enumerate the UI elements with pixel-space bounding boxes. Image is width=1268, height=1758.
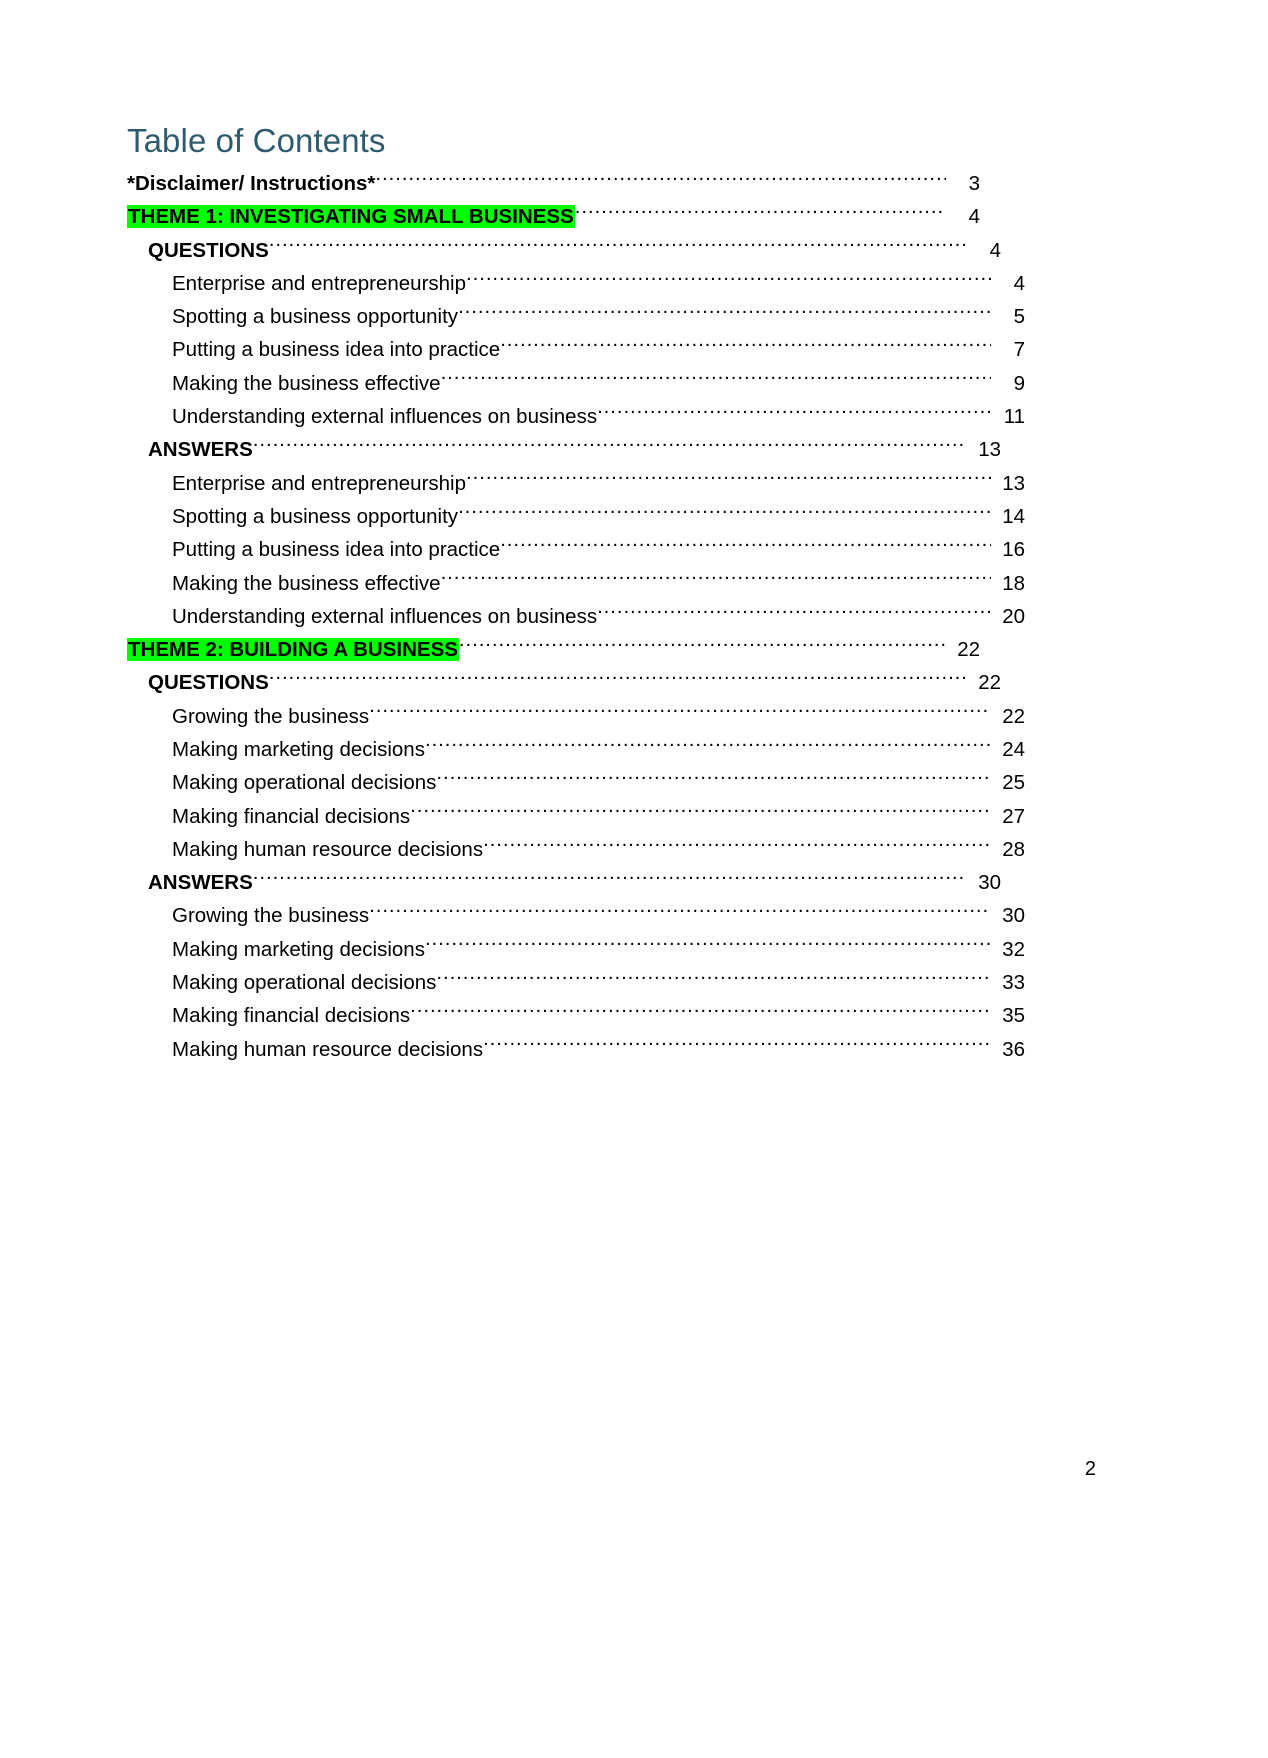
- toc-entry[interactable]: [127, 1033, 1025, 1066]
- toc-leader-dots: [466, 269, 991, 290]
- toc-entry-label: Enterprise and entrepreneurship: [172, 271, 467, 295]
- toc-entry-label: [127, 633, 459, 666]
- toc-entry-label: Making human resource decisions: [172, 837, 484, 861]
- toc-entry[interactable]: [127, 333, 1025, 366]
- toc-entry-page-number: 4: [989, 238, 1001, 262]
- toc-entry[interactable]: [127, 899, 1025, 932]
- toc-entry-label: Spotting a business opportunity: [172, 504, 459, 528]
- toc-leader-dots: [500, 536, 991, 557]
- toc-entry[interactable]: [127, 533, 1025, 566]
- toc-entry[interactable]: [127, 733, 1025, 766]
- toc-entry-page-number: 33: [1002, 971, 1025, 995]
- toc-entry[interactable]: [127, 433, 1001, 466]
- toc-leader-dots: [466, 469, 991, 490]
- toc-entry[interactable]: [127, 567, 1025, 600]
- toc-leader-dots: [253, 869, 967, 890]
- toc-entry[interactable]: [127, 866, 1001, 899]
- toc-entry-page-number: 22: [1002, 704, 1025, 728]
- toc-leader-dots: [369, 702, 991, 723]
- toc-entry[interactable]: [127, 633, 980, 666]
- toc-entry-label: [127, 200, 575, 233]
- toc-entry-label: Spotting a business opportunity: [172, 305, 459, 329]
- toc-entry-page-number: 4: [968, 205, 980, 229]
- toc-entry-page-number: 27: [1002, 804, 1025, 828]
- toc-entry-page-number: 11: [1003, 405, 1025, 429]
- toc-entry[interactable]: [127, 500, 1025, 533]
- toc-entry-page-number: 3: [968, 171, 980, 195]
- toc-entry[interactable]: [127, 966, 1025, 999]
- toc-entry-label: Making operational decisions: [172, 771, 437, 795]
- toc-entry-label: *Disclaimer/ Instructions*: [127, 171, 376, 195]
- toc-entry-label: Making the business effective: [172, 571, 441, 595]
- toc-entry-page-number: 28: [1002, 837, 1025, 861]
- toc-entry[interactable]: [127, 400, 1025, 433]
- toc-entry-label: Making financial decisions: [172, 804, 411, 828]
- toc-entry-page-number: 30: [978, 871, 1001, 895]
- toc-entry-highlight: THEME 1: INVESTIGATING SMALL BUSINESS: [128, 205, 574, 229]
- toc-entry-label: Growing the business: [172, 704, 370, 728]
- toc-entry-page-number: 25: [1002, 771, 1025, 795]
- toc-entry-label: Putting a business idea into practice: [172, 338, 501, 362]
- toc-entry-highlight: THEME 2: BUILDING A BUSINESS: [128, 638, 458, 662]
- toc-leader-dots: [441, 569, 991, 590]
- toc-entry-label: Making the business effective: [172, 371, 441, 395]
- toc-leader-dots: [458, 502, 991, 523]
- toc-entry-page-number: 7: [1013, 338, 1025, 362]
- toc-entry[interactable]: [127, 999, 1025, 1032]
- footer-page-number: 2: [1084, 1458, 1096, 1480]
- toc-leader-dots: [441, 369, 991, 390]
- toc-entry-label: Understanding external influences on business: [172, 604, 598, 628]
- toc-entry[interactable]: [127, 300, 1025, 333]
- toc-entry-page-number: 16: [1002, 538, 1025, 562]
- toc-leader-dots: [575, 203, 946, 224]
- toc-entry-list: [127, 167, 1025, 1066]
- toc-leader-dots: [436, 769, 991, 790]
- toc-leader-dots: [369, 902, 991, 923]
- toc-entry-label: Understanding external influences on business: [172, 405, 598, 429]
- toc-entry-page-number: 13: [1002, 471, 1025, 495]
- page-title: Table of Contents: [127, 122, 386, 159]
- toc-entry-label: Making human resource decisions: [172, 1037, 484, 1061]
- toc-entry-label: QUESTIONS: [148, 238, 269, 262]
- toc-leader-dots: [425, 935, 991, 956]
- toc-leader-dots: [483, 1035, 991, 1056]
- toc-leader-dots: [375, 169, 946, 190]
- toc-leader-dots: [597, 602, 991, 623]
- toc-entry-page-number: 35: [1002, 1004, 1025, 1028]
- toc-leader-dots: [483, 835, 991, 856]
- toc-entry[interactable]: [127, 600, 1025, 633]
- toc-entry[interactable]: [127, 267, 1025, 300]
- toc-leader-dots: [253, 436, 967, 457]
- toc-entry-page-number: 24: [1002, 737, 1025, 761]
- toc-entry-page-number: 22: [978, 671, 1001, 695]
- toc-entry-label: Making marketing decisions: [172, 737, 425, 761]
- toc-entry-page-number: 22: [957, 638, 980, 662]
- table-of-contents: [127, 122, 1025, 1066]
- toc-leader-dots: [269, 669, 967, 690]
- toc-leader-dots: [269, 236, 967, 257]
- toc-entry-page-number: 9: [1013, 371, 1025, 395]
- toc-entry-label: Enterprise and entrepreneurship: [172, 471, 467, 495]
- toc-entry-label: ANSWERS: [148, 438, 253, 462]
- toc-leader-dots: [436, 969, 991, 990]
- toc-entry-page-number: 13: [978, 438, 1001, 462]
- toc-leader-dots: [459, 636, 946, 657]
- toc-entry-page-number: 4: [1013, 271, 1025, 295]
- toc-entry-label: Making financial decisions: [172, 1004, 411, 1028]
- toc-entry-page-number: 18: [1002, 571, 1025, 595]
- toc-entry[interactable]: [127, 766, 1025, 799]
- toc-entry[interactable]: [127, 833, 1025, 866]
- toc-entry-label: Making operational decisions: [172, 971, 437, 995]
- toc-entry[interactable]: [127, 467, 1025, 500]
- toc-entry-label: QUESTIONS: [148, 671, 269, 695]
- toc-entry-page-number: 30: [1002, 904, 1025, 928]
- toc-entry[interactable]: [127, 167, 980, 200]
- toc-entry[interactable]: [127, 367, 1025, 400]
- toc-entry[interactable]: [127, 666, 1001, 699]
- toc-entry[interactable]: [127, 800, 1025, 833]
- toc-entry-label: Growing the business: [172, 904, 370, 928]
- toc-entry[interactable]: [127, 234, 1001, 267]
- toc-entry-label: Making marketing decisions: [172, 937, 425, 961]
- toc-leader-dots: [425, 735, 991, 756]
- toc-leader-dots: [410, 1002, 991, 1023]
- toc-entry[interactable]: [127, 200, 980, 233]
- toc-entry-label: Putting a business idea into practice: [172, 538, 501, 562]
- toc-entry-page-number: 36: [1002, 1037, 1025, 1061]
- toc-entry-page-number: 32: [1002, 937, 1025, 961]
- toc-entry-page-number: 20: [1002, 604, 1025, 628]
- toc-leader-dots: [458, 303, 991, 324]
- toc-entry-label: ANSWERS: [148, 871, 253, 895]
- toc-entry[interactable]: [127, 700, 1025, 733]
- toc-leader-dots: [597, 403, 991, 424]
- toc-entry-page-number: 5: [1013, 305, 1025, 329]
- toc-leader-dots: [500, 336, 991, 357]
- toc-entry[interactable]: [127, 933, 1025, 966]
- toc-leader-dots: [410, 802, 991, 823]
- toc-entry-page-number: 14: [1002, 504, 1025, 528]
